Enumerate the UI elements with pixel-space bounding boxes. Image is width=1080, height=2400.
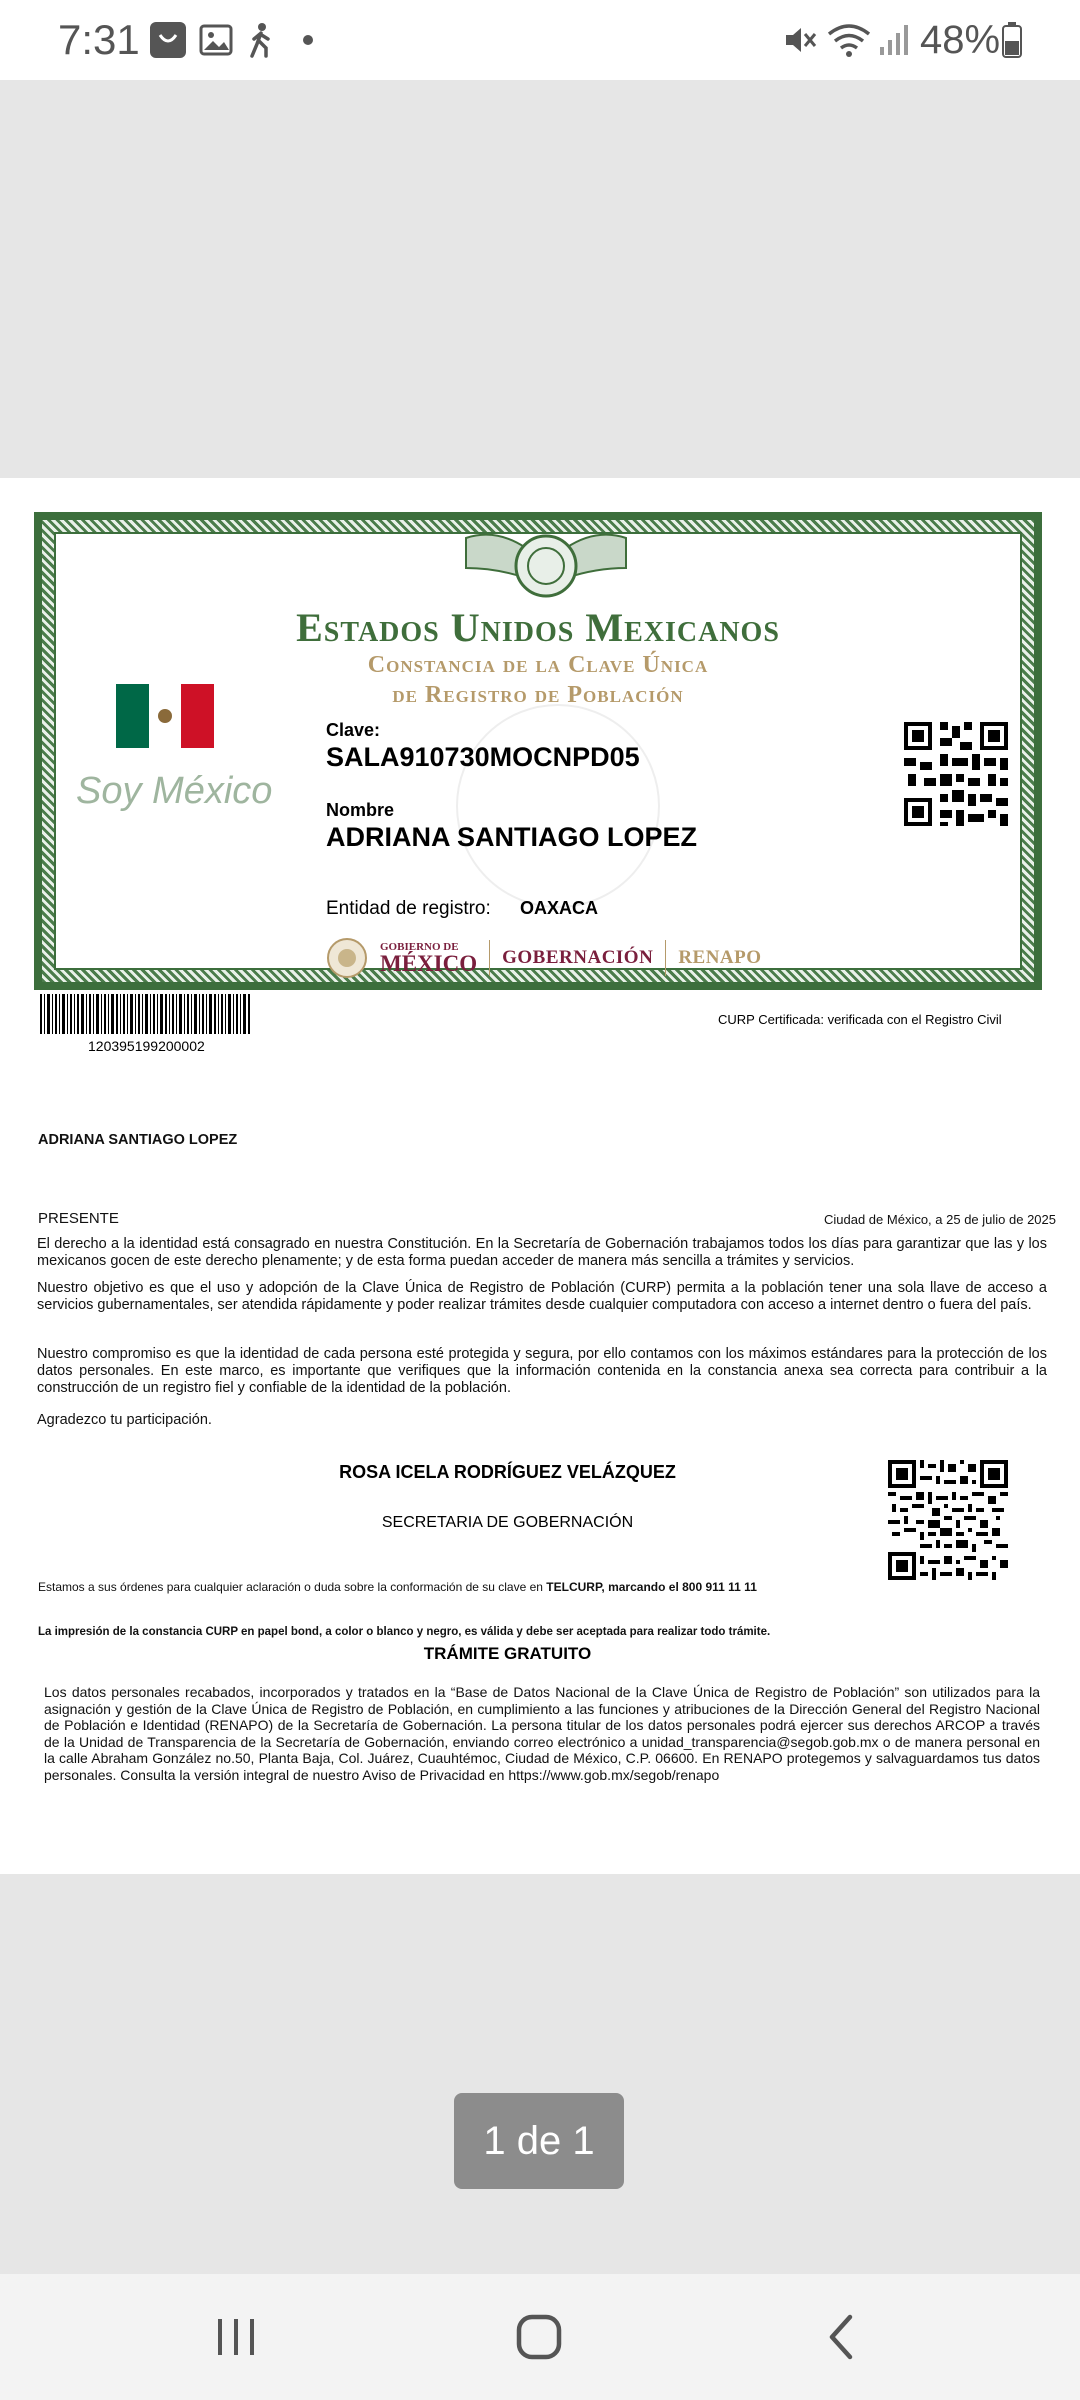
logo-mexico: MÉXICO — [380, 951, 478, 976]
home-icon[interactable] — [494, 2304, 584, 2370]
wifi-icon — [826, 20, 872, 60]
signature-qr-code-icon — [888, 1460, 1008, 1580]
certificate-subtitle-2: de Registro de Población — [392, 682, 684, 708]
letter-thanks: Agradezco tu participación. — [37, 1412, 212, 1428]
battery-percentage: 48% — [920, 18, 1001, 62]
gobierno-seal-icon — [326, 937, 368, 979]
entidad-value: OAXACA — [520, 898, 599, 918]
letter-recipient: ADRIANA SANTIAGO LOPEZ — [38, 1132, 238, 1148]
barcode-number: 120395199200002 — [88, 1038, 205, 1054]
recents-icon[interactable] — [191, 2304, 281, 2370]
qr-code-icon — [900, 718, 1012, 830]
shopping-bag-icon — [148, 20, 188, 60]
curp-certificada-text: CURP Certificada: verificada con el Registro Civil — [718, 1012, 1002, 1027]
letter-paragraph-1: El derecho a la identidad está consagrado en nuestra Constitución. En la Secretaría de Gobernación trabajamos todos los días para garantizar que las y los mexicanos gocen de este derecho plenamente; y de esta forma puedan acceder de manera más sencilla a trámites y servicios. — [37, 1236, 1047, 1269]
validity-notice: La impresión de la constancia CURP en papel bond, a color o blanco y negro, es válida y debe ser aceptada para realizar todo trámite. — [38, 1626, 771, 1638]
status-bar — [0, 0, 1080, 80]
tramite-gratuito: TRÁMITE GRATUITO — [423, 1644, 592, 1663]
watermark-seal — [456, 704, 660, 908]
letter-presente: PRESENTE — [38, 1210, 119, 1227]
certificate-title: Estados Unidos Mexicanos — [296, 605, 780, 650]
back-icon[interactable] — [796, 2304, 886, 2370]
letter-date: Ciudad de México, a 25 de julio de 2025 — [824, 1212, 1056, 1227]
gallery-icon — [196, 20, 236, 60]
status-time: 7:31 — [58, 16, 140, 63]
clave-label: Clave: — [326, 720, 381, 740]
navigation-bar — [0, 2274, 1080, 2400]
barcode-icon — [40, 994, 252, 1034]
signal-icon — [876, 20, 912, 60]
curp-certificate — [34, 512, 1042, 990]
privacy-notice: Los datos personales recabados, incorporados y tratados en la “Base de Datos Nacional de la Clave Única de Registro de Población” son utilizados para la asignación y gestión de la Clave Única de Registro de Población, en cumplimiento a las funciones y atribuciones de la Dirección General del Registro Nacional de Población e Identidad (RENAPO) de la Secretaría de Gobernación. La persona titular de los datos personales podrá ejercer sus derechos ARCOP a través de la Unidad de Transparencia de la Secretaría de Gobernación, enviando correo electrónico a unidad_transparencia@segob.gob.mx o de manera personal en la calle Abraham González no.50, Planta Baja, Col. Juárez, Cuauhtémoc, Ciudad de México, C.P. 06600. En RENAPO protegemos y salvaguardamos tus datos personales. Consulta la versión integral de nuestro Aviso de Privacidad en https://www.gob.mx/segob/renapo — [44, 1684, 1040, 1783]
contact-text: Estamos a sus órdenes para cualquier aclaración o duda sobre la conformación de su clave en — [38, 1580, 547, 1594]
entidad-label: Entidad de registro: — [326, 898, 491, 919]
dot-icon — [298, 20, 318, 60]
document-page — [0, 478, 1080, 1874]
nombre-label: Nombre — [326, 800, 395, 820]
government-logos — [326, 934, 776, 982]
letter-paragraph-3: Nuestro compromiso es que la identidad de cada persona esté protegida y segura, por ello contamos con los máximos estándares para la protección de los datos personales. En este marco, es importante que verifiques que la información contenida en la constancia anexa sea correcta para contribuir a la construcción de un registro fiel y confiable de la identidad de la población. — [37, 1346, 1047, 1396]
nombre-value: ADRIANA SANTIAGO LOPEZ — [326, 822, 697, 852]
clave-value: SALA910730MOCNPD05 — [326, 742, 640, 772]
logo-renapo: RENAPO — [678, 947, 762, 968]
walking-icon — [246, 20, 276, 60]
page-indicator: 1 de 1 — [454, 2093, 624, 2189]
contact-line — [38, 1580, 757, 1594]
logo-gobernacion: GOBERNACIÓN — [502, 947, 654, 968]
signer-name: ROSA ICELA RODRÍGUEZ VELÁZQUEZ — [339, 1462, 676, 1482]
signer-title: SECRETARIA DE GOBERNACIÓN — [381, 1514, 634, 1531]
letter-paragraph-2: Nuestro objetivo es que el uso y adopción de la Clave Única de Registro de Población (CURP) permita a la población tener una sola llave de acceso a servicios gubernamentales, ser atendida rápidamente y poder realizar trámites desde cualquier computadora con acceso a internet dentro o fuera del país. — [37, 1280, 1047, 1313]
mexico-flag-icon — [116, 684, 214, 748]
slogan-soy-mexico: Soy México — [76, 770, 273, 812]
battery-icon — [1000, 20, 1024, 60]
certificate-subtitle-1: Constancia de la Clave Única — [367, 652, 709, 678]
logo-gobierno-de: GOBIERNO DE — [380, 941, 459, 953]
mute-icon — [780, 20, 820, 60]
telcurp-number: TELCURP, marcando el 800 911 11 11 — [546, 1580, 757, 1594]
coat-of-arms-icon — [456, 528, 636, 608]
